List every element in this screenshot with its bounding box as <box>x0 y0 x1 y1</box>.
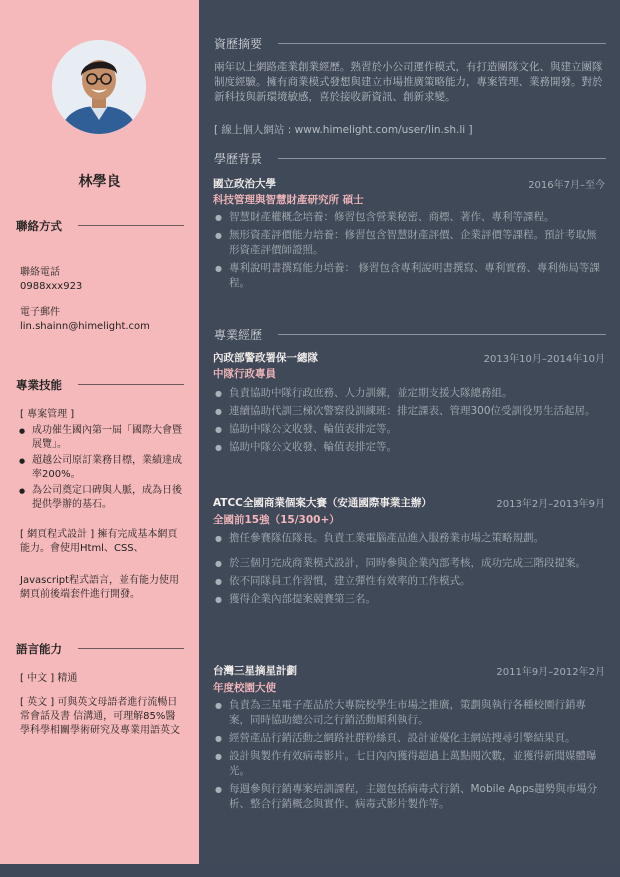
job-date: 2013年2月–2013年9月 <box>496 499 605 510</box>
job-date: 2013年10月–2014年10月 <box>483 354 605 365</box>
job-role: 中隊行政專員 <box>213 368 276 380</box>
job-role: 年度校園大使 <box>213 682 276 694</box>
languages-divider <box>78 648 184 649</box>
education-degree: 科技管理與智慧財產研究所 碩士 <box>213 194 364 206</box>
personal-website-link[interactable]: [ 線上個人網站 : www.himelight.com/user/lin.sh.li ] <box>214 124 473 136</box>
email-label: 電子郵件 <box>20 307 60 318</box>
skills-divider <box>78 384 184 385</box>
email-value: lin.shainn@himelight.com <box>20 321 150 332</box>
contact-divider <box>78 225 184 226</box>
skill-item: ● 超越公司原訂業務目標，業績達成率200%。 <box>18 454 186 482</box>
contact-heading <box>16 218 184 234</box>
education-divider <box>278 158 606 159</box>
profile-name: 林學良 <box>78 174 121 190</box>
skills-mgmt-list <box>18 424 186 512</box>
job-duties <box>213 698 605 812</box>
job-duty: ● 於三個月完成商業模式設計，同時參與企業內部考核，成功完成三階段提案。 <box>213 556 605 571</box>
experience-divider <box>278 334 606 335</box>
job-role: 全國前15強（15/300+） <box>213 514 340 526</box>
summary-heading <box>214 35 606 52</box>
experience-heading-text: 專業經歷 <box>214 328 263 342</box>
skills-mgmt-label: [ 專案管理 ] <box>20 409 75 420</box>
bottom-strip <box>0 864 620 877</box>
education-item: ● 智慧財產權概念培養：修習包含營業秘密、商標、著作、專利等課程。 <box>213 210 605 225</box>
job-title: 內政部警政署保一總隊 <box>213 352 318 364</box>
sidebar <box>0 0 199 877</box>
phone-value: 0988xxx923 <box>20 281 83 292</box>
job-title: 台灣三星摘星計劃 <box>213 665 297 677</box>
education-date: 2016年7月–至今 <box>528 180 605 191</box>
skills-js: Javascript程式語言，並有能力使用網頁前後端套件進行開發。 <box>20 575 179 600</box>
job-duty: ● 設計與製作有效病毒影片。七日內內獲得超過上萬點閱次數，並獲得新聞媒體曝光。 <box>213 749 605 779</box>
summary-divider <box>278 43 606 44</box>
education-school: 國立政治大學 <box>213 178 276 190</box>
languages-heading <box>16 641 184 657</box>
job-duties <box>213 531 605 607</box>
job-duty: ● 協助中隊公文收發、輪值表排定等。 <box>213 440 605 455</box>
skill-item: ● 為公司奠定口碑與人脈，成為日後提供學辦的基石。 <box>18 484 186 512</box>
education-heading-text: 學歷背景 <box>214 152 263 166</box>
job-duty: ● 協助中隊公文收發、輪值表排定等。 <box>213 422 605 437</box>
job-date: 2011年9月–2012年2月 <box>496 667 605 678</box>
person-avatar-icon <box>52 40 146 134</box>
education-heading <box>214 150 606 167</box>
job-duty: ● 擔任參賽隊伍隊長。負責工業電腦產品進入服務業市場之策略規劃。 <box>213 531 605 546</box>
education-list <box>213 210 605 291</box>
skills-heading <box>16 377 184 393</box>
contact-heading-text: 聯絡方式 <box>16 219 62 233</box>
skill-item: ● 成功催生國內第一屆「國際大會暨展覽」。 <box>18 424 186 452</box>
job-duties <box>213 386 605 455</box>
job-title: ATCC全國商業個案大賽（安通國際事業主辦） <box>213 497 432 509</box>
education-item: ● 專利說明書撰寫能力培養： 修習包含專利說明書撰寫、專利實務、專利佈局等課程。 <box>213 261 605 291</box>
job-duty: ● 每週參與行銷專案培訓課程，主題包括病毒式行銷、Mobile Apps趨勢與市場分析、整合行銷概念與實作、病毒式影片製作等。 <box>213 782 605 812</box>
job-duty: ● 連續協助代訓三梯次警察役訓練班：排定課表、管理300位受訓役男生活起居。 <box>213 404 605 419</box>
summary-heading-text: 資歷摘要 <box>214 37 263 51</box>
summary-text: 兩年以上網路產業創業經歷。熟習於小公司運作模式，有打造團隊文化、與建立團隊制度經驗。擁有商業模式發想與建立市場推廣策略能力，專案管理、業務開發。對於新科技與新環境敏感，喜於接收新資訊、創新求變。 <box>214 61 603 103</box>
lang-english: [ 英文 ] 可與英文母語者進行流暢日常會話及書 信溝通，可理解85%醫學科學相關學術研究及專業用語英文 <box>20 697 180 736</box>
education-item: ● 無形資產評價能力培養：修習包含智慧財產評價、企業評價等課程。預計考取無形資產評價師證照。 <box>213 228 605 258</box>
skills-heading-text: 專業技能 <box>16 378 62 392</box>
profile-photo <box>52 40 146 134</box>
job-duty: ● 獲得企業內部提案競賽第三名。 <box>213 592 605 607</box>
languages-heading-text: 語言能力 <box>16 642 62 656</box>
lang-chinese: [ 中文 ] 精通 <box>20 673 78 684</box>
experience-heading <box>214 326 606 343</box>
job-duty: ● 依不同隊員工作習慣，建立彈性有效率的工作模式。 <box>213 574 605 589</box>
job-duty: ● 經營產品行銷活動之網路社群粉絲頁、設計並優化主網站搜尋引擎結果頁。 <box>213 731 605 746</box>
job-duty: ● 負責為三星電子產品於大專院校學生市場之推廣，策劃與執行各種校園行銷專案，同時協助總公司之行銷活動順利執行。 <box>213 698 605 728</box>
phone-label: 聯絡電話 <box>20 267 60 278</box>
job-duty: ● 負責協助中隊行政庶務、人力訓練，並定期支援大隊總務組。 <box>213 386 605 401</box>
skills-web: [ 網頁程式設計 ] 擁有完成基本網頁能力。會使用Html、CSS、 <box>20 529 178 554</box>
